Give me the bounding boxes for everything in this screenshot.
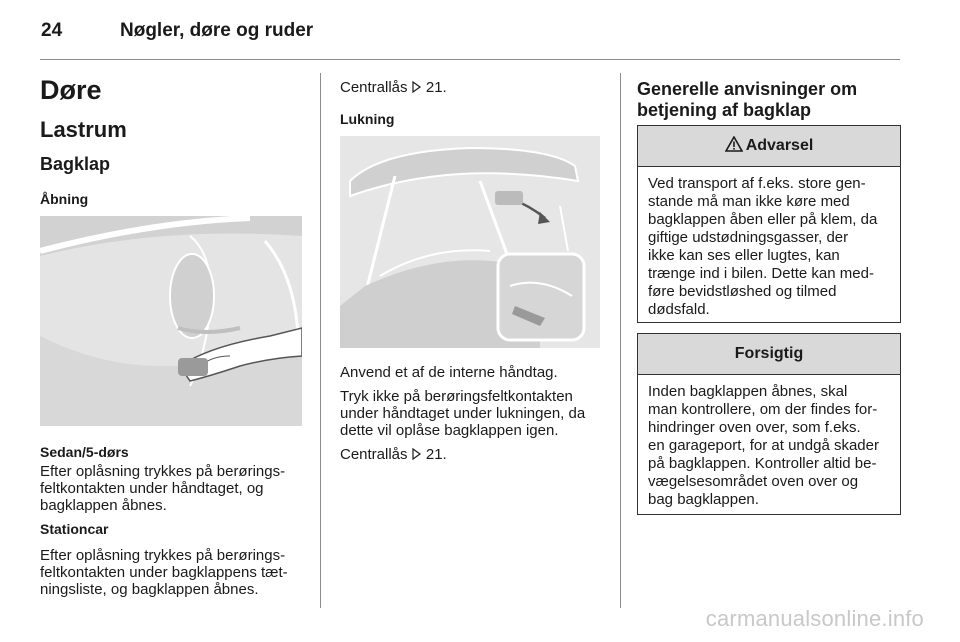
section-heading-cargo: Lastrum: [40, 117, 127, 142]
text-line: bagklappen åben eller på klem, da: [648, 211, 878, 228]
caution-header: [638, 334, 900, 375]
text-line: Tryk ikke på berøringsfeltkontakten: [340, 388, 573, 405]
section-heading-tailgate: Bagklap: [40, 154, 111, 174]
illustration-tailgate-opening: [40, 216, 302, 426]
caution-title: Forsigtig: [734, 345, 804, 362]
header-divider: [40, 59, 900, 60]
warning-box: [637, 125, 901, 323]
text-line: føre bevidstløshed og tilmed: [648, 283, 837, 300]
page-number: 24: [41, 20, 63, 41]
text-line: dødsfald.: [648, 301, 710, 318]
caution-box: [637, 333, 901, 515]
text-line: man kontrollere, om der findes for-: [648, 401, 878, 418]
page-header-title: Nøgler, døre og ruder: [120, 20, 314, 41]
reference-page: 21.: [425, 79, 447, 96]
warning-header: [638, 126, 900, 167]
text-line: feltkontakten under bagklappens tæt-: [40, 564, 288, 581]
caution-text: [638, 375, 900, 509]
text-line: bagklappen åbnes.: [40, 497, 167, 514]
paragraph-sedan: [40, 463, 310, 514]
subheading-sedan: Sedan/5-dørs: [40, 444, 129, 460]
subheading-stationcar: Stationcar: [40, 521, 109, 537]
text-line: Efter oplåsning trykkes på berørings-: [40, 547, 286, 564]
text-line: ningsliste, og bagklappen åbnes.: [40, 581, 259, 598]
cross-reference-central-lock: [340, 79, 447, 97]
text-line: vægelsesområdet oven over og: [648, 473, 859, 490]
heading-line: betjening af bagklap: [637, 100, 812, 120]
warning-title: Advarsel: [745, 137, 814, 154]
reference-label: Centrallås: [340, 446, 408, 463]
text-line: ikke kan ses eller lugtes, kan: [648, 247, 840, 264]
subheading-opening: Åbning: [40, 191, 89, 207]
column-divider-2: [620, 73, 621, 608]
reference-page: 21.: [425, 446, 447, 463]
section-heading-general: [637, 79, 857, 121]
paragraph-stationcar: [40, 547, 310, 598]
warning-text: [638, 167, 900, 319]
text-line: en garageport, for at undgå skader: [648, 437, 879, 454]
reference-label: Centrallås: [340, 79, 408, 96]
text-line: på bagklappen. Kontroller altid be-: [648, 455, 877, 472]
cross-reference-central-lock-2: [340, 446, 447, 464]
paragraph-closing-note: [340, 388, 615, 439]
warning-triangle-icon: [725, 136, 743, 157]
heading-line: Generelle anvisninger om: [637, 79, 858, 99]
text-line: feltkontakten under håndtaget, og: [40, 480, 264, 497]
section-heading-doors: Døre: [40, 75, 102, 105]
text-line: dette vil oplåse bagklappen igen.: [340, 422, 559, 439]
text-line: bag bagklappen.: [648, 491, 759, 508]
watermark: carmanualsonline.info: [705, 606, 924, 631]
text-line: under håndtaget under lukningen, da: [340, 405, 586, 422]
paragraph-handles: Anvend et af de interne håndtag.: [340, 364, 558, 381]
text-line: Ved transport af f.eks. store gen-: [648, 175, 866, 192]
text-line: hindringer oven over, som f.eks.: [648, 419, 861, 436]
illustration-tailgate-closing: [340, 136, 600, 348]
text-line: stande må man ikke køre med: [648, 193, 850, 210]
column-divider-1: [320, 73, 321, 608]
reference-arrow-icon: [412, 80, 422, 97]
text-line: Efter oplåsning trykkes på berørings-: [40, 463, 286, 480]
subheading-closing: Lukning: [340, 111, 395, 127]
reference-arrow-icon: [412, 447, 422, 464]
text-line: trænge ind i bilen. Dette kan med-: [648, 265, 874, 282]
text-line: Inden bagklappen åbnes, skal: [648, 383, 848, 400]
text-line: giftige udstødningsgasser, der: [648, 229, 849, 246]
